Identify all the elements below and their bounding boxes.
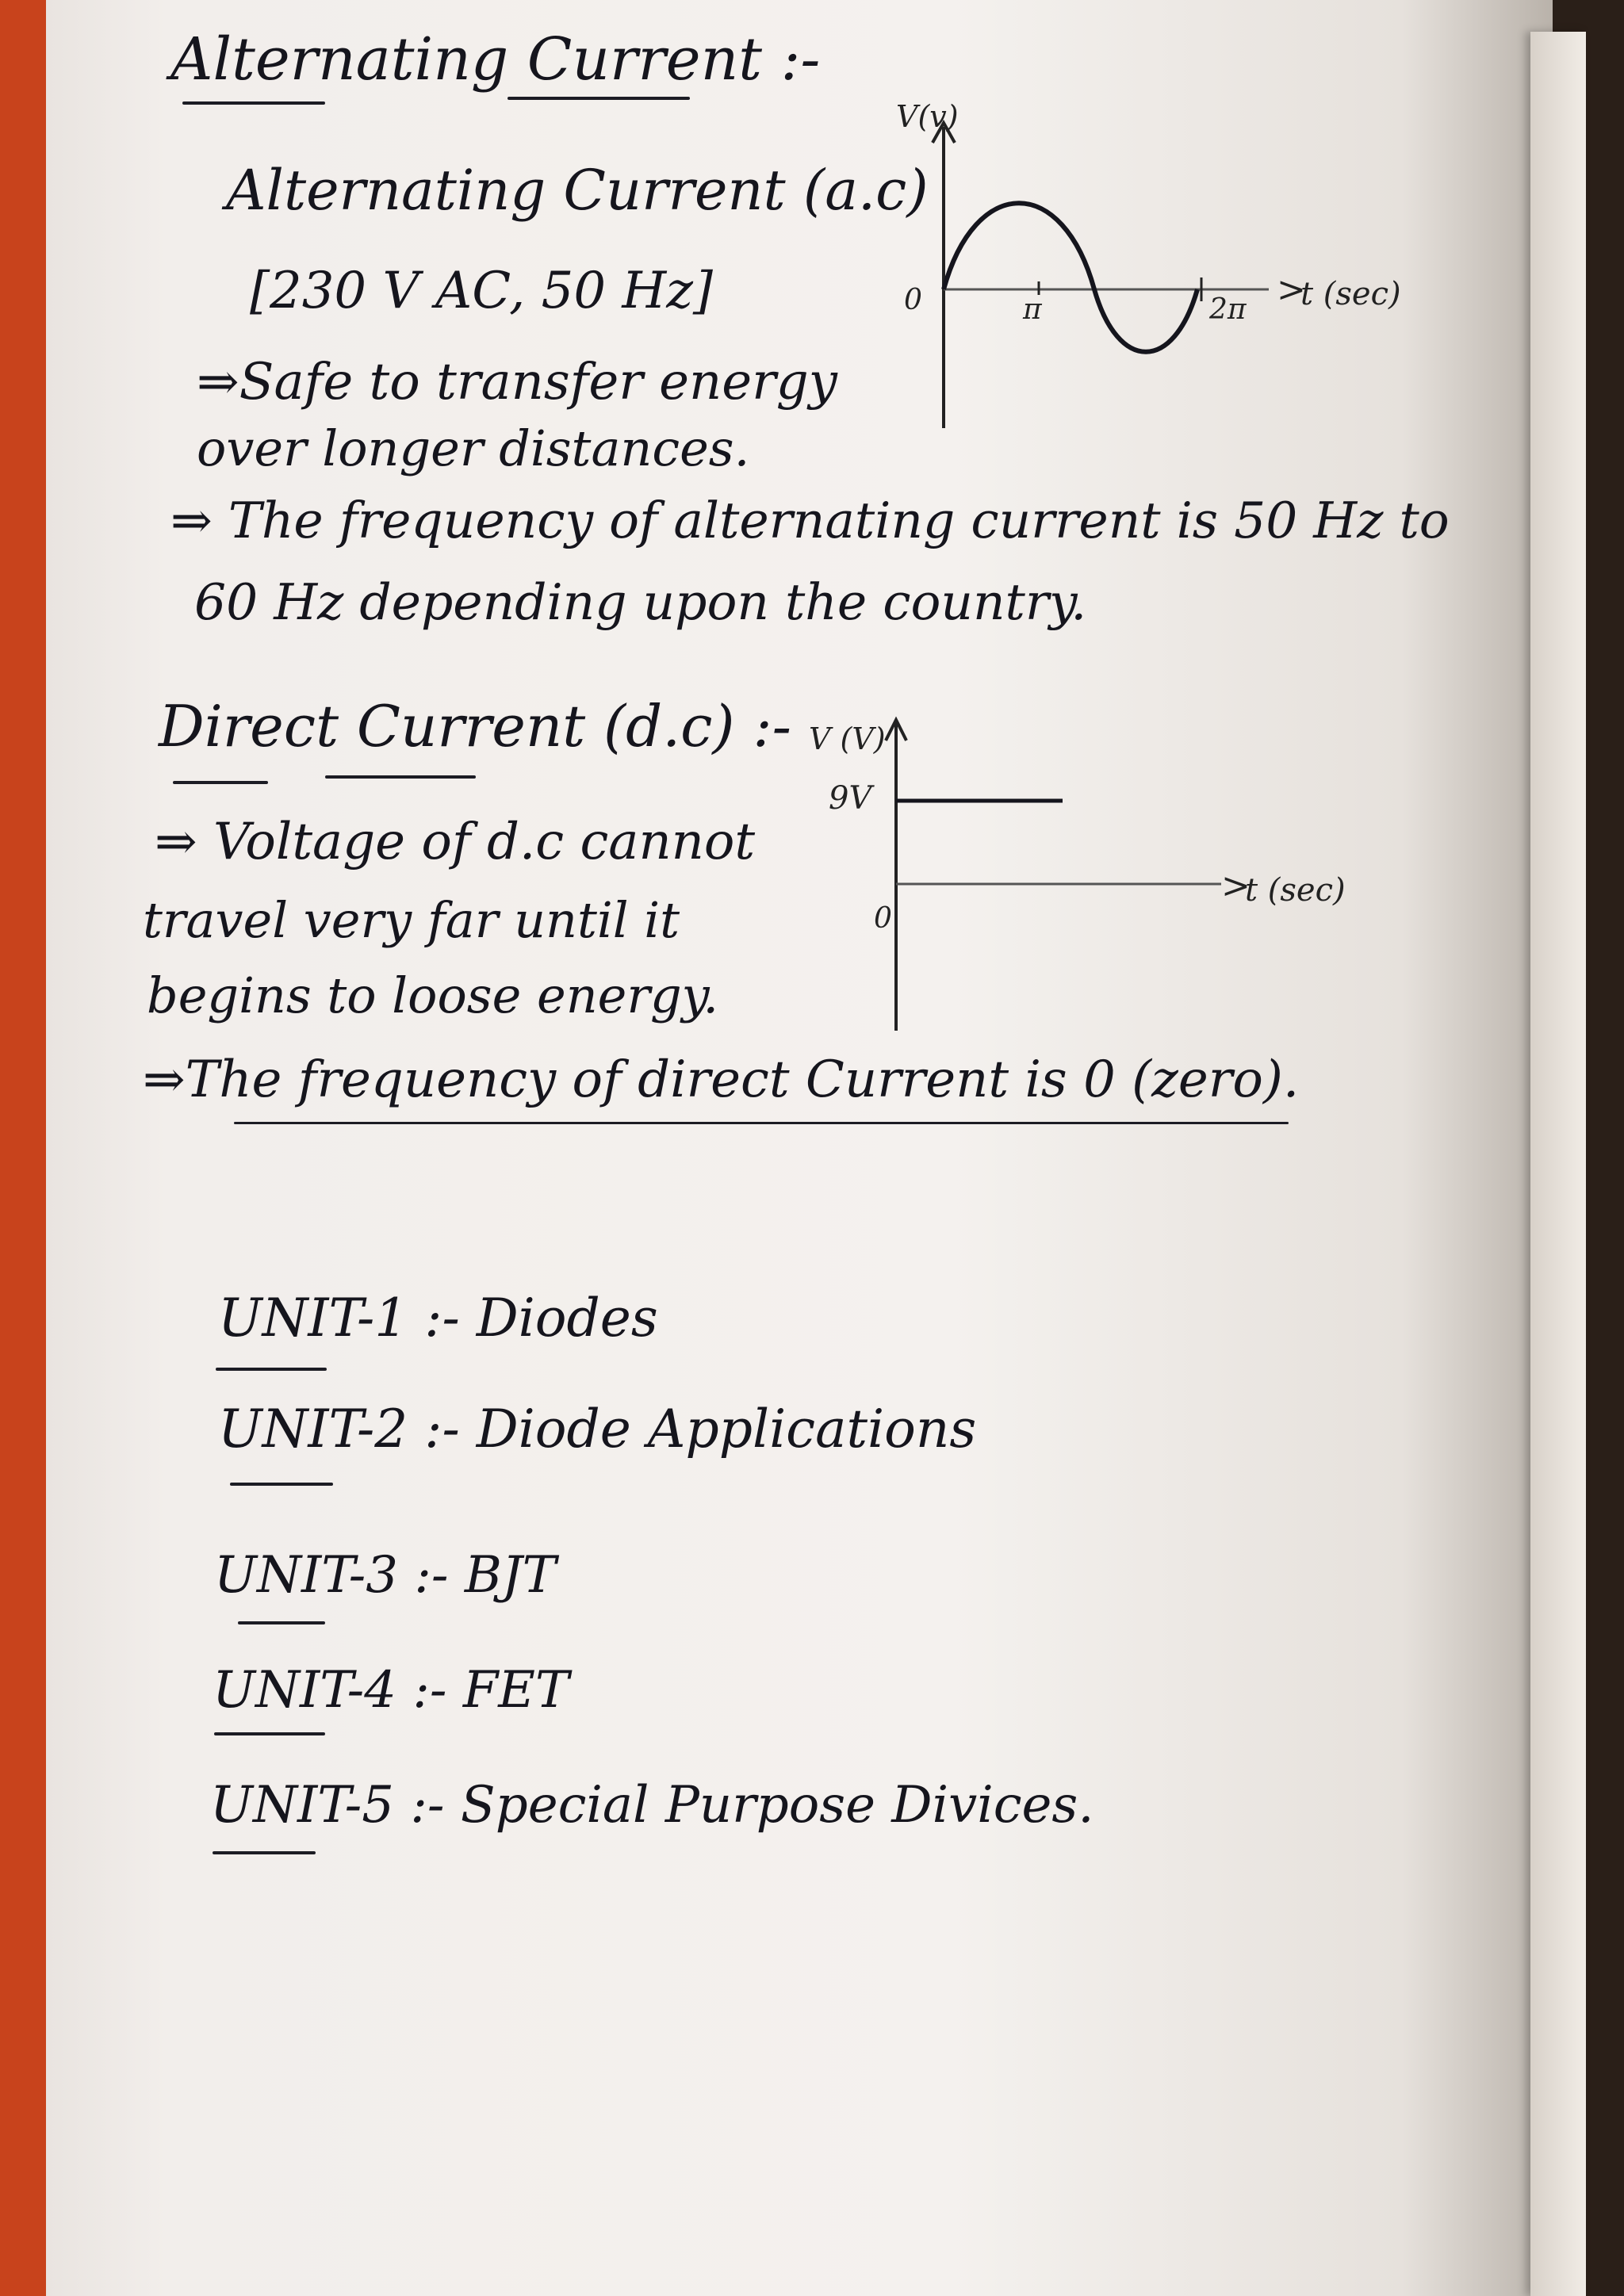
unit-5-underline: [213, 1851, 316, 1854]
dc-heading-underline-2: [325, 775, 476, 779]
dc-origin-label: 0: [874, 902, 892, 935]
dc-line-1: ⇒ Voltage of d.c cannot: [155, 813, 756, 871]
ac-waveform-graph: [880, 99, 1451, 460]
unit-4: UNIT-4 :- FET: [213, 1661, 569, 1720]
adjacent-page-edge: [1530, 32, 1586, 2296]
ac-x-arrow: >: [1277, 270, 1306, 310]
dc-voltage-graph: [809, 714, 1435, 1047]
unit-4-underline: [214, 1732, 325, 1735]
unit-2-underline: [230, 1483, 333, 1486]
ac-line-1: Alternating Current (a.c): [226, 158, 929, 223]
dc-line-4: ⇒The frequency of direct Current is 0 (zero).: [143, 1050, 1300, 1109]
unit-3: UNIT-3 :- BJT: [214, 1546, 557, 1605]
ac-line-6: 60 Hz depending upon the country.: [194, 573, 1087, 631]
unit-5: UNIT-5 :- Special Purpose Divices.: [210, 1776, 1094, 1835]
unit-3-underline: [238, 1621, 325, 1624]
ac-sine-wave: [944, 203, 1197, 352]
ac-origin-label: 0: [904, 284, 922, 316]
ac-pi-label: π: [1023, 293, 1042, 326]
ac-line-4: over longer distances.: [197, 419, 750, 477]
dc-x-arrow: >: [1221, 866, 1251, 906]
ac-line-3: ⇒Safe to transfer energy: [197, 353, 837, 411]
dc-line-3: begins to loose energy.: [147, 966, 719, 1024]
unit-1: UNIT-1 :- Diodes: [218, 1288, 658, 1349]
dc-x-label: t (sec): [1245, 872, 1346, 909]
ac-heading-underline: [182, 101, 325, 105]
ac-heading: Alternating Current :-: [170, 25, 821, 94]
unit-2: UNIT-2 :- Diode Applications: [218, 1399, 977, 1460]
ac-heading-underline-2: [508, 97, 690, 100]
dc-heading-underline: [173, 781, 268, 784]
unit-1-underline: [216, 1368, 327, 1371]
dc-heading: Direct Current (d.c) :-: [159, 693, 791, 760]
dc-line-4-underline: [234, 1122, 1289, 1124]
ac-y-label: V(v): [896, 99, 959, 134]
ac-line-2: [230 V AC, 50 Hz]: [250, 262, 713, 320]
dc-y-label: V (V): [809, 721, 886, 756]
ac-x-label: t (sec): [1300, 276, 1401, 312]
ac-line-5: ⇒ The frequency of alternating current is 50 Hz to: [170, 492, 1450, 549]
ac-2pi-label: 2π: [1209, 293, 1247, 326]
dc-line-2: travel very far until it: [143, 891, 680, 949]
dc-level-label: 9V: [829, 780, 872, 817]
